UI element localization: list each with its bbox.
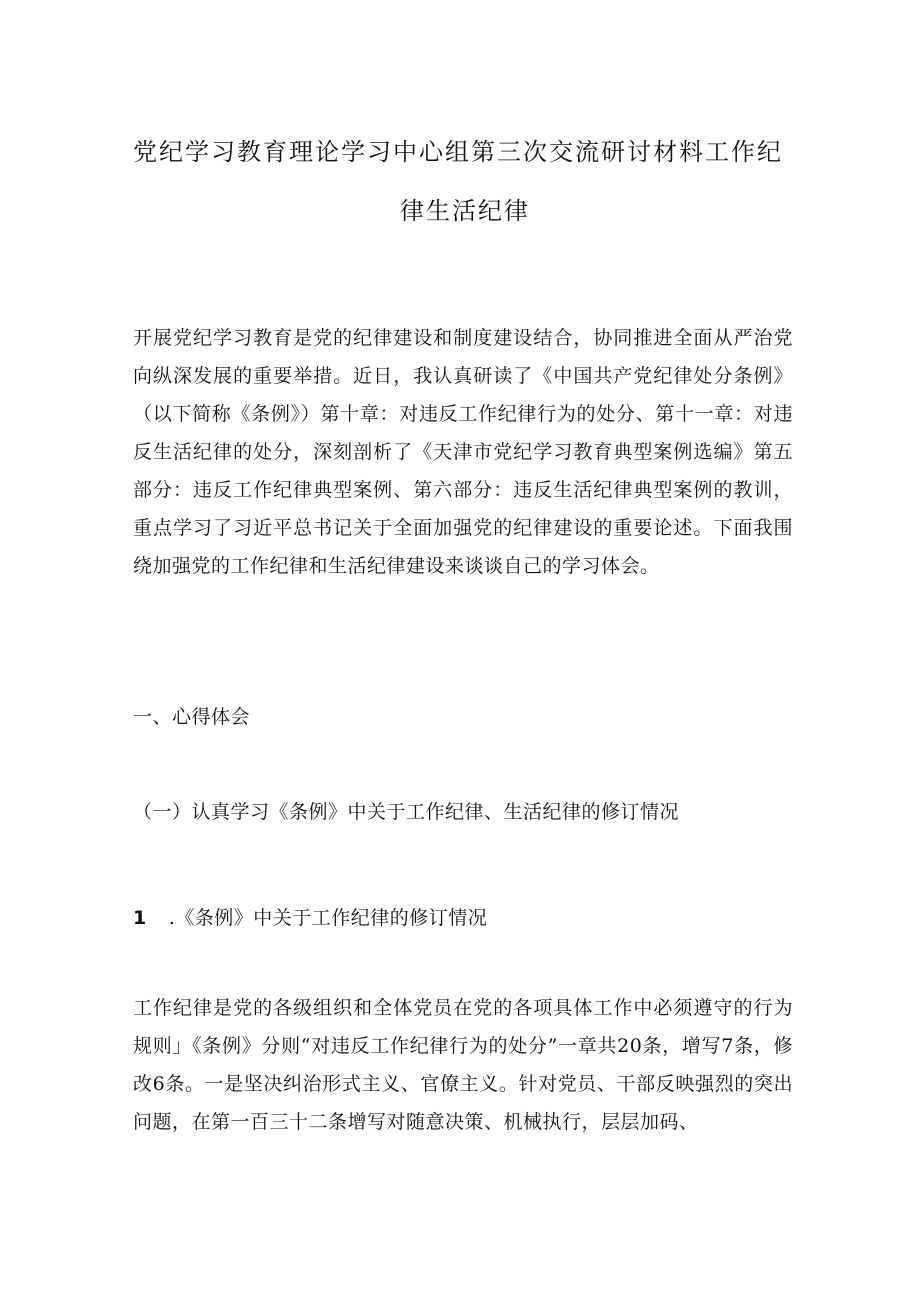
item-heading-text: .《条例》中关于工作纪律的修订情况 xyxy=(168,907,488,929)
intro-paragraph: 开展党纪学习教育是党的纪律建设和制度建设结合，协同推进全面从严治党向纵深发展的重要举措。近日，我认真研读了《中国共产党纪律处分条例》（以下简称《条例》）第十章：对违反工作纪律行为的处分、第十一章：对违反生活纪律的处分，深刻剖析了《天津市党纪学习教育典型案例选编》第五部分：违反工作纪律典型案例、第六部分：违反生活纪律典型案例的教训，重点学习了习近平总书记关于全面加强党的纪律建设的重要论述。下面我围绕加强党的工作纪律和生活纪律建设来谈谈自己的学习体会。 xyxy=(133,327,793,577)
document-title-line-2: 律生活纪律 xyxy=(400,197,530,225)
section-heading-1: 一、心得体会 xyxy=(133,706,251,728)
subsection-heading-1: （一）认真学习《条例》中关于工作纪律、生活纪律的修订情况 xyxy=(133,801,680,823)
body-paragraph: 工作纪律是党的各级组织和全体党员在党的各项具体工作中必须遵守的行为规则」《条例》分则“对违反工作纪律行为的处分”一章共20条，增写7条，修改6条。一是坚决纠治形式主义、官僚主义。针对党员、干部反映强烈的突出问题，在第一百三十二条增写对随意决策、机械执行，层层加码、 xyxy=(133,997,793,1133)
item-heading-1 xyxy=(133,903,487,933)
document-title-line-1: 党纪学习教育理论学习中心组第三次交流研讨材料工作纪 xyxy=(133,138,783,166)
item-number: 1 xyxy=(133,907,147,929)
